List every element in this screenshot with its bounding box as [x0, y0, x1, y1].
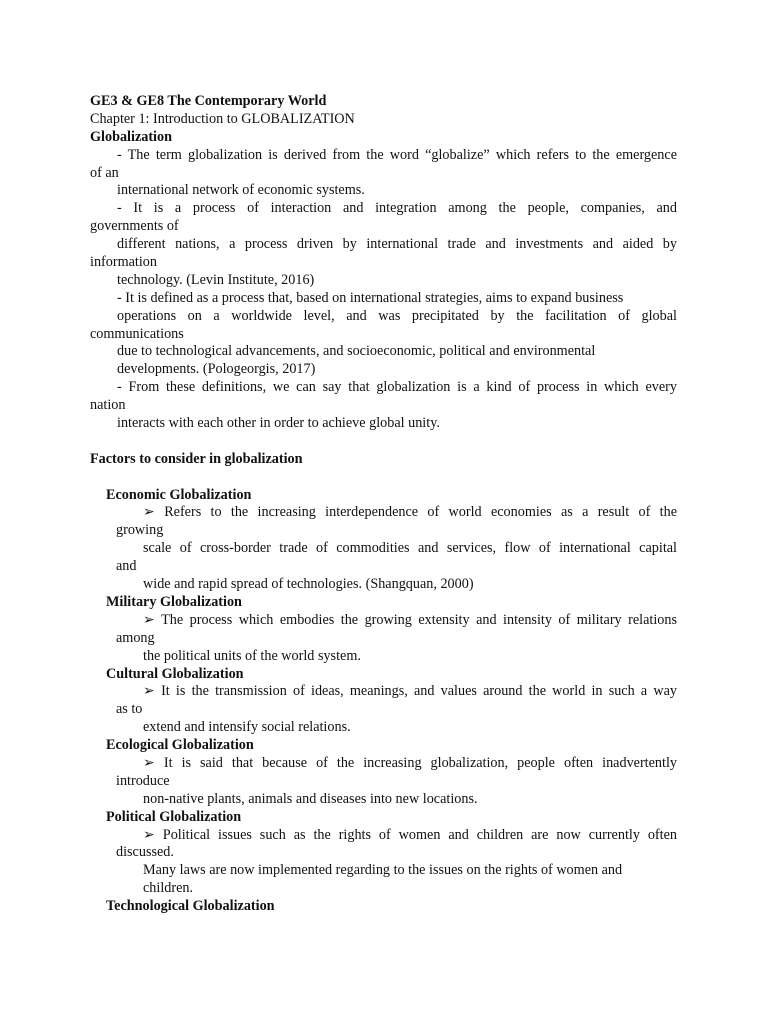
factor-economic-line-5: wide and rapid spread of technologies. (Shangquan, 2000) — [143, 576, 474, 593]
definition-1-line-2: of an — [90, 164, 119, 181]
course-title: GE3 & GE8 The Contemporary World — [90, 93, 327, 109]
definition-2-line-5: technology. (Levin Institute, 2016) — [117, 271, 315, 288]
definition-1-line-1: - The term globalization is derived from the word “globalize” which refers to the emergence — [117, 146, 677, 163]
factor-political-line-2: discussed. — [116, 844, 174, 861]
definition-3-line-5: developments. (Pologeorgis, 2017) — [117, 361, 316, 378]
factor-ecological-line-2: introduce — [116, 772, 170, 789]
factor-economic-title: Economic Globalization — [106, 486, 252, 503]
definition-3-line-4: due to technological advancements, and socioeconomic, political and environmental — [117, 343, 596, 360]
chapter-title: Chapter 1: Introduction to GLOBALIZATION — [90, 110, 355, 127]
factor-military-line-2: among — [116, 629, 155, 646]
factor-economic-line-1: ➢ Refers to the increasing interdependence of world economies as a result of the — [143, 504, 677, 521]
factor-economic-line-3: scale of cross-border trade of commodities and services, flow of international capital — [143, 540, 677, 557]
factor-military-line-3: the political units of the world system. — [143, 647, 361, 664]
factor-technological-title: Technological Globalization — [106, 898, 275, 915]
factor-economic-line-2: growing — [116, 522, 164, 539]
factor-military-line-1: ➢ The process which embodies the growing extensity and intensity of military relations — [143, 611, 677, 628]
spacer — [90, 469, 677, 487]
definition-3-line-2: operations on a worldwide level, and was precipitated by the facilitation of global — [117, 307, 677, 324]
section-heading-factors: Factors to consider in globalization — [90, 450, 303, 467]
definition-2-line-2: governments of — [90, 218, 179, 235]
definition-4-line-2: nation — [90, 397, 126, 414]
definition-2-line-4: information — [90, 254, 157, 271]
definition-4-line-3: interacts with each other in order to achieve global unity. — [117, 415, 440, 432]
factor-cultural-line-1: ➢ It is the transmission of ideas, meanings, and values around the world in such a way — [143, 683, 677, 700]
factor-ecological-line-1: ➢ It is said that because of the increasing globalization, people often inadvertently — [143, 754, 677, 771]
factor-cultural-line-3: extend and intensify social relations. — [143, 719, 351, 736]
factor-cultural-line-2: as to — [116, 701, 143, 718]
definition-2-line-3: different nations, a process driven by international trade and investments and aided by — [117, 236, 677, 253]
factor-cultural-title: Cultural Globalization — [106, 665, 244, 682]
definition-2-line-1: - It is a process of interaction and integration among the people, companies, and — [117, 200, 677, 217]
spacer — [90, 433, 677, 451]
definition-1-line-3: international network of economic systems. — [117, 182, 365, 199]
document-page — [90, 93, 677, 916]
definition-4-line-1: - From these definitions, we can say that globalization is a kind of process in which every — [117, 379, 677, 396]
factor-ecological-title: Ecological Globalization — [106, 737, 254, 754]
factor-political-title: Political Globalization — [106, 808, 242, 825]
definition-3-line-1: - It is defined as a process that, based on international strategies, aims to expand business — [117, 289, 624, 306]
factor-political-line-1: ➢ Political issues such as the rights of women and children are now currently often — [143, 826, 677, 843]
factor-military-title: Military Globalization — [106, 593, 242, 610]
factor-political-line-3: Many laws are now implemented regarding to the issues on the rights of women and — [143, 862, 623, 879]
factor-economic-line-4: and — [116, 558, 137, 575]
section-heading-globalization: Globalization — [90, 128, 172, 145]
factor-ecological-line-3: non-native plants, animals and diseases into new locations. — [143, 790, 478, 807]
definition-3-line-3: communications — [90, 325, 184, 342]
factor-political-line-4: children. — [143, 880, 194, 897]
